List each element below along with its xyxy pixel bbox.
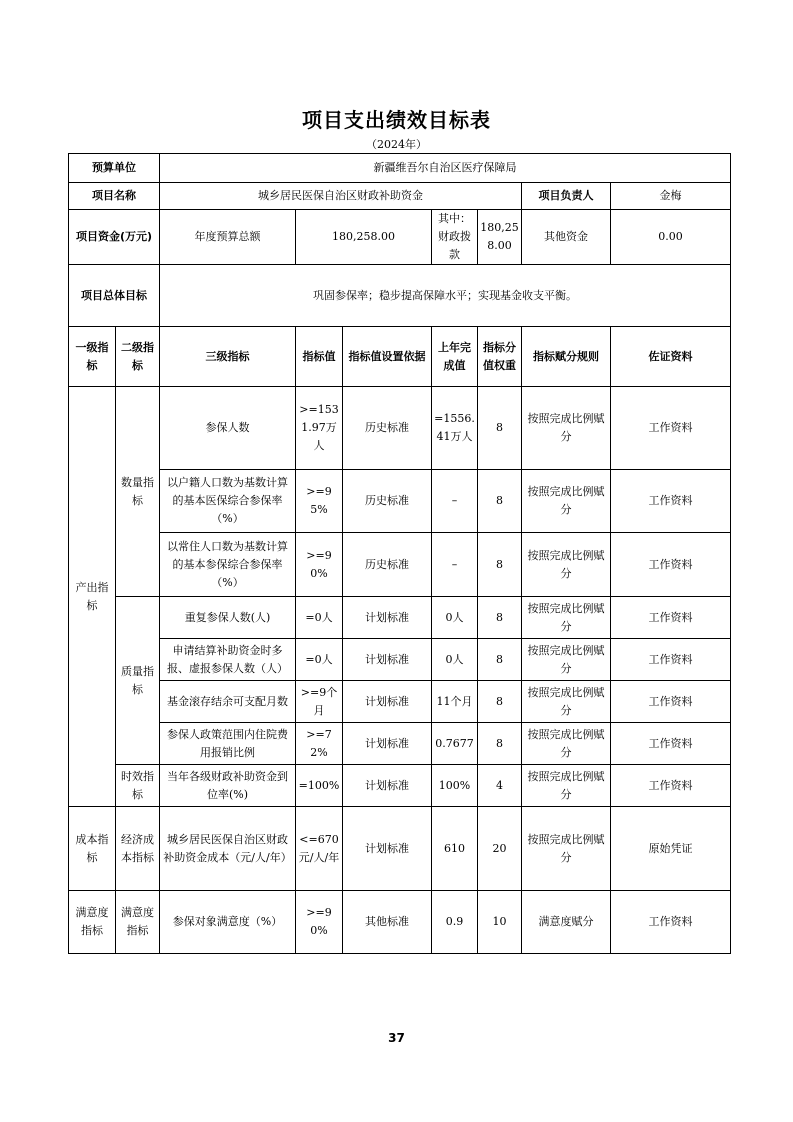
row-name: 以常住人口数为基数计算的基本参保综合参保率（%）: [160, 533, 296, 597]
header-evidence: 佐证资料: [611, 327, 731, 387]
row-last: 0.7677: [432, 723, 478, 765]
row-value: =0人: [296, 639, 343, 681]
row-value: =0人: [296, 597, 343, 639]
group-output: 产出指标: [69, 387, 116, 807]
row-basis: 历史标准: [343, 387, 432, 470]
row-name: 申请结算补助资金时多报、虚报参保人数（人）: [160, 639, 296, 681]
row-weight: 8: [478, 533, 522, 597]
header-weight: 指标分值权重: [478, 327, 522, 387]
header-level3: 三级指标: [160, 327, 296, 387]
header-value: 指标值: [296, 327, 343, 387]
row-evidence: 工作资料: [611, 470, 731, 533]
other-funds-cell: [522, 210, 611, 265]
row-evidence: 工作资料: [611, 597, 731, 639]
row-evidence: 工作资料: [611, 681, 731, 723]
fiscal-allocation-value: 180,258.00: [478, 210, 522, 265]
header-last-year: 上年完成值: [432, 327, 478, 387]
row-weight: 8: [478, 597, 522, 639]
row-weight: 8: [478, 681, 522, 723]
row-evidence: 工作资料: [611, 765, 731, 807]
row-value: >=9个月: [296, 681, 343, 723]
project-name-value: 城乡居民医保自治区财政补助资金: [160, 183, 522, 210]
row-value: >=95%: [296, 470, 343, 533]
row-last: 610: [432, 807, 478, 891]
group-satisfaction: 满意度指标: [69, 891, 116, 954]
row-evidence: 工作资料: [611, 639, 731, 681]
row-evidence: 原始凭证: [611, 807, 731, 891]
row-last: –: [432, 533, 478, 597]
row-rule: 按照完成比例赋分: [522, 470, 611, 533]
row-evidence: 工作资料: [611, 891, 731, 954]
row-name: 城乡居民医保自治区财政补助资金成本（元/人/年）: [160, 807, 296, 891]
overall-goal-label: 项目总体目标: [69, 265, 160, 327]
header-rule: 指标赋分规则: [522, 327, 611, 387]
annual-budget-label: 年度预算总额: [160, 210, 296, 265]
row-rule: 按照完成比例赋分: [522, 597, 611, 639]
row-last: =1556.41万人: [432, 387, 478, 470]
header-level1: 一级指标: [69, 327, 116, 387]
row-rule: 按照完成比例赋分: [522, 387, 611, 470]
row-name: 基金滚存结余可支配月数: [160, 681, 296, 723]
row-basis: 计划标准: [343, 807, 432, 891]
row-last: 0人: [432, 639, 478, 681]
row-name: 参保人政策范围内住院费用报销比例: [160, 723, 296, 765]
row-weight: 20: [478, 807, 522, 891]
row-last: 100%: [432, 765, 478, 807]
overall-goal-value: 巩固参保率；稳步提高保障水平；实现基金收支平衡。: [160, 265, 731, 327]
row-name: 重复参保人数(人): [160, 597, 296, 639]
row-weight: 8: [478, 723, 522, 765]
group-cost: 成本指标: [69, 807, 116, 891]
row-value: >=1531.97万人: [296, 387, 343, 470]
performance-table: [68, 153, 731, 954]
project-manager-label: 项目负责人: [522, 183, 611, 210]
row-weight: 8: [478, 639, 522, 681]
group-quality: 质量指标: [116, 597, 160, 765]
group-quantity: 数量指标: [116, 387, 160, 597]
row-evidence: 工作资料: [611, 387, 731, 470]
row-weight: 8: [478, 387, 522, 470]
row-last: 0.9: [432, 891, 478, 954]
row-basis: 历史标准: [343, 470, 432, 533]
annual-budget-value: 180,258.00: [296, 210, 432, 265]
year-label: （2024年）: [366, 138, 427, 151]
row-rule: 按照完成比例赋分: [522, 765, 611, 807]
other-funds-label: 其他资金: [544, 230, 588, 244]
budget-unit-value: 新疆维吾尔自治区医疗保障局: [160, 154, 731, 183]
row-basis: 计划标准: [343, 639, 432, 681]
row-weight: 10: [478, 891, 522, 954]
row-last: 11个月: [432, 681, 478, 723]
row-value: =100%: [296, 765, 343, 807]
budget-unit-label: 预算单位: [69, 154, 160, 183]
row-weight: 8: [478, 470, 522, 533]
group-economic-cost: 经济成本指标: [116, 807, 160, 891]
other-funds-value: 0.00: [611, 210, 731, 265]
row-name: 参保对象满意度（%）: [160, 891, 296, 954]
row-rule: 按照完成比例赋分: [522, 723, 611, 765]
row-name: 当年各级财政补助资金到位率(%): [160, 765, 296, 807]
row-basis: 其他标准: [343, 891, 432, 954]
row-name: 参保人数: [160, 387, 296, 470]
project-name-label: 项目名称: [69, 183, 160, 210]
group-timeliness: 时效指标: [116, 765, 160, 807]
row-evidence: 工作资料: [611, 533, 731, 597]
page-title: 项目支出绩效目标表: [302, 108, 491, 132]
row-value: >=90%: [296, 533, 343, 597]
row-value: >=72%: [296, 723, 343, 765]
header-basis: 指标值设置依据: [343, 327, 432, 387]
row-last: –: [432, 470, 478, 533]
row-basis: 计划标准: [343, 765, 432, 807]
row-last: 0人: [432, 597, 478, 639]
header-level2: 二级指标: [116, 327, 160, 387]
row-evidence: 工作资料: [611, 723, 731, 765]
row-rule: 满意度赋分: [522, 891, 611, 954]
row-rule: 按照完成比例赋分: [522, 533, 611, 597]
row-basis: 历史标准: [343, 533, 432, 597]
row-rule: 按照完成比例赋分: [522, 681, 611, 723]
row-rule: 按照完成比例赋分: [522, 807, 611, 891]
row-value: <=670元/人/年: [296, 807, 343, 891]
row-name: 以户籍人口数为基数计算的基本医保综合参保率（%）: [160, 470, 296, 533]
row-basis: 计划标准: [343, 681, 432, 723]
row-basis: 计划标准: [343, 723, 432, 765]
row-basis: 计划标准: [343, 597, 432, 639]
row-weight: 4: [478, 765, 522, 807]
project-manager-value: 金梅: [611, 183, 731, 210]
row-value: >=90%: [296, 891, 343, 954]
page-number: 37: [388, 1031, 405, 1045]
row-rule: 按照完成比例赋分: [522, 639, 611, 681]
fiscal-allocation-label: 其中：财政拨款: [432, 210, 478, 265]
project-funds-label: 项目资金(万元): [69, 210, 160, 265]
group-satisfaction-sub: 满意度指标: [116, 891, 160, 954]
